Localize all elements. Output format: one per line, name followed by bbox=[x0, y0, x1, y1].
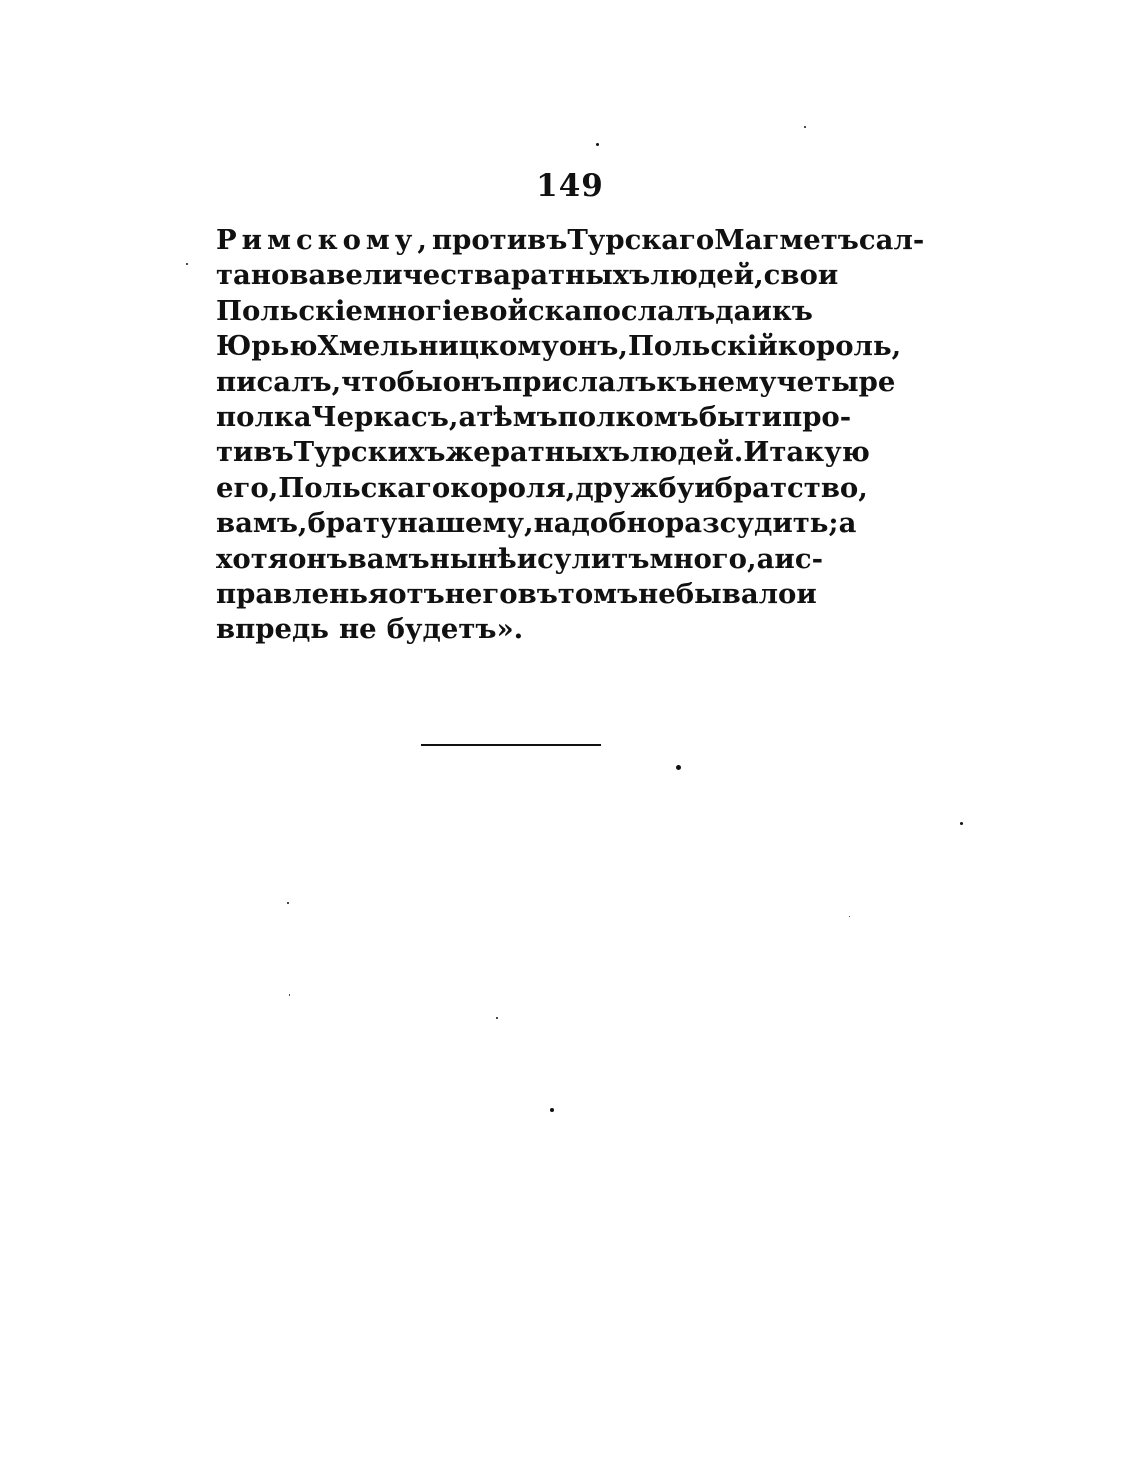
body-text bbox=[216, 223, 925, 648]
word: Польскіе bbox=[216, 294, 363, 327]
word: и bbox=[694, 471, 715, 504]
word: людей. bbox=[629, 436, 744, 469]
word: надобно bbox=[533, 507, 666, 540]
text-line bbox=[216, 294, 813, 329]
scan-speck bbox=[550, 1108, 554, 1112]
word: прислалъ bbox=[502, 365, 657, 398]
text-line bbox=[216, 577, 817, 612]
word: тѣмъ bbox=[476, 400, 558, 433]
word: войска bbox=[470, 294, 583, 327]
scan-speck bbox=[960, 822, 963, 825]
text-line bbox=[216, 400, 852, 435]
word: Польскаго bbox=[278, 471, 451, 504]
word: братство, bbox=[714, 471, 868, 504]
word: не bbox=[338, 613, 377, 646]
word: брату bbox=[307, 507, 398, 540]
scan-speck bbox=[804, 126, 806, 128]
word: да bbox=[715, 294, 752, 327]
word: такую bbox=[769, 436, 870, 469]
word: многіе bbox=[362, 294, 471, 327]
word: И bbox=[743, 436, 770, 469]
word: впредь bbox=[216, 613, 329, 646]
word: бывало bbox=[675, 577, 797, 610]
word: про- bbox=[782, 400, 852, 433]
word: вамъ, bbox=[216, 507, 308, 540]
scan-speck bbox=[289, 994, 290, 996]
scan-speck bbox=[287, 902, 289, 904]
word: него bbox=[444, 577, 518, 610]
scan-speck bbox=[596, 143, 599, 146]
word: нему bbox=[697, 365, 777, 398]
word: онъ bbox=[288, 542, 348, 575]
word: послалъ bbox=[582, 294, 716, 327]
text-line bbox=[216, 542, 823, 577]
word: быти bbox=[698, 400, 783, 433]
word: же bbox=[445, 436, 491, 469]
word: нынѣ bbox=[429, 542, 517, 575]
word: танова bbox=[216, 259, 327, 292]
word: писалъ, bbox=[216, 365, 342, 398]
text-line bbox=[216, 506, 857, 541]
scan-speck bbox=[496, 1017, 498, 1019]
word: сал- bbox=[858, 224, 925, 256]
word: его, bbox=[216, 471, 279, 504]
section-divider-rule bbox=[421, 744, 601, 746]
word: людей, bbox=[650, 259, 764, 292]
word: Магметъ bbox=[714, 224, 859, 256]
word: разсудить; bbox=[665, 507, 839, 540]
word: не bbox=[638, 577, 676, 610]
word: Юрью bbox=[216, 330, 318, 363]
text-line bbox=[216, 258, 839, 293]
word: нашему, bbox=[397, 507, 534, 540]
word: и bbox=[516, 542, 538, 575]
word: чтобы bbox=[341, 365, 443, 398]
word: Черкасъ, bbox=[311, 400, 459, 433]
word: въ bbox=[517, 577, 558, 610]
word: а bbox=[756, 542, 775, 575]
word: и bbox=[751, 294, 772, 327]
word: свои bbox=[763, 259, 839, 292]
word: противъ bbox=[431, 224, 568, 256]
word: четыре bbox=[776, 365, 896, 398]
word: Турскихъ bbox=[293, 436, 446, 469]
word: сулитъ bbox=[537, 542, 650, 575]
word-emphasized: Римскому, bbox=[216, 224, 432, 256]
word: Хмельницкому bbox=[317, 330, 559, 363]
word: а bbox=[458, 400, 477, 433]
word: дружбу bbox=[575, 471, 695, 504]
word: онъ bbox=[442, 365, 503, 398]
word: ратныхъ bbox=[490, 436, 630, 469]
word: ис- bbox=[774, 542, 823, 575]
text-line bbox=[216, 223, 925, 258]
word: короля, bbox=[450, 471, 576, 504]
word: величества bbox=[326, 259, 511, 292]
word: и bbox=[796, 577, 817, 610]
word: а bbox=[838, 507, 857, 540]
text-line bbox=[216, 612, 808, 647]
word: тивъ bbox=[216, 436, 294, 469]
word: полкомъ bbox=[557, 400, 699, 433]
word: ратныхъ bbox=[511, 259, 651, 292]
text-line bbox=[216, 329, 902, 364]
word: король, bbox=[777, 330, 902, 363]
word: Польскій bbox=[627, 330, 778, 363]
word: отъ bbox=[388, 577, 445, 610]
text-line bbox=[216, 435, 870, 470]
scan-speck bbox=[186, 263, 188, 265]
word: полка bbox=[216, 400, 312, 433]
text-line bbox=[216, 365, 896, 400]
word: къ bbox=[656, 365, 698, 398]
word: будетъ». bbox=[386, 613, 524, 646]
word: вамъ bbox=[347, 542, 430, 575]
scan-speck bbox=[849, 916, 850, 917]
word: хотя bbox=[216, 542, 289, 575]
word: правленья bbox=[216, 577, 389, 610]
word: томъ bbox=[557, 577, 639, 610]
word: Турскаго bbox=[567, 224, 715, 256]
word: много, bbox=[649, 542, 757, 575]
word: къ bbox=[771, 294, 813, 327]
word: онъ, bbox=[558, 330, 628, 363]
scan-speck bbox=[676, 765, 681, 770]
page-number: 149 bbox=[536, 168, 604, 204]
text-line bbox=[216, 471, 868, 506]
